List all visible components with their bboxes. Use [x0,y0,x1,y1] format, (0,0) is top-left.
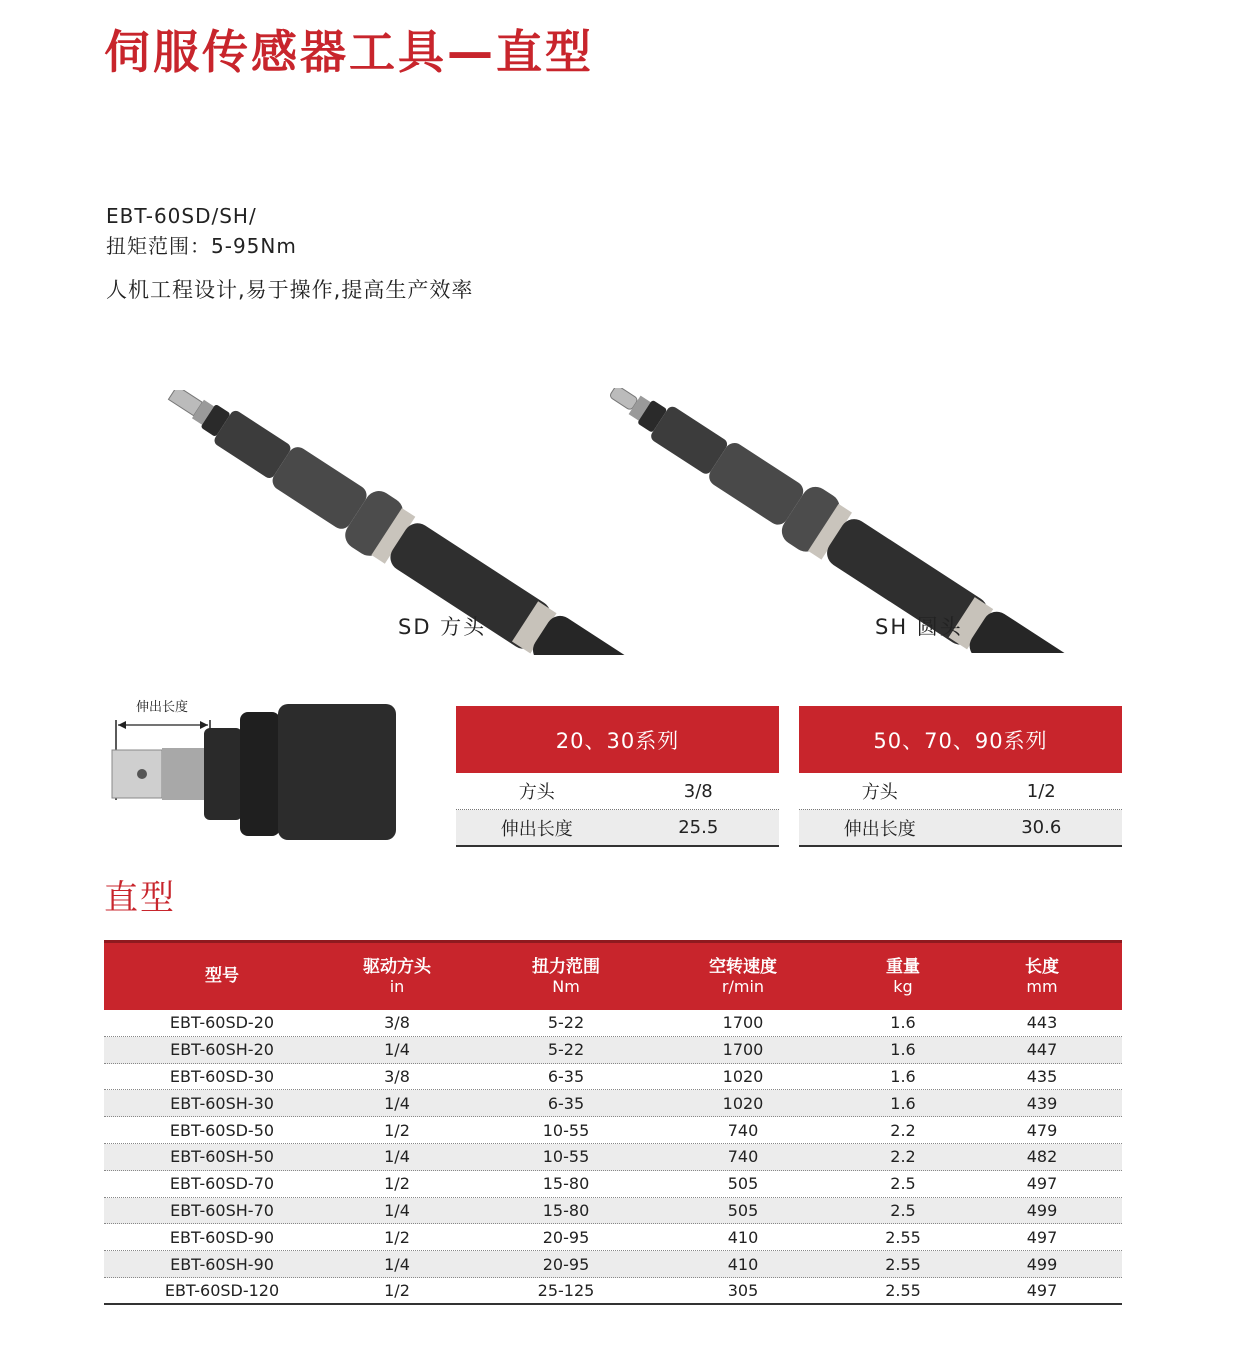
table-cell: 20-95 [542,1254,590,1274]
table-cell: 1/2 [384,1174,410,1194]
table-cell: 5-22 [547,1040,585,1060]
table-row [104,1251,1122,1278]
table-cell: 3/8 [384,1066,410,1086]
table-row [104,1064,1122,1091]
table-cell: 2.5 [890,1200,916,1220]
table-cell: EBT-60SD-50 [169,1120,275,1140]
table-cell: 1.6 [890,1093,916,1113]
table-cell: 1/4 [384,1200,410,1220]
table-cell: 740 [727,1147,759,1167]
spec-label: 方头 [518,782,555,803]
spec-value: 30.6 [1021,817,1062,838]
sh-caption: SH 圆头 [875,615,963,639]
spec-label: 伸出长度 [843,818,916,840]
table-cell: 15-80 [542,1200,590,1220]
table-cell: 10-55 [542,1147,590,1167]
table-cell: 447 [1026,1040,1058,1060]
table-cell: 497 [1026,1227,1058,1247]
column-header-weight: 重量 kg [886,956,920,996]
spec-table [104,940,1122,1305]
table-cell: 1/4 [384,1093,410,1113]
table-cell: 497 [1026,1280,1058,1300]
column-header-model: 型号 [205,966,239,986]
table-cell: EBT-60SD-120 [164,1280,280,1300]
table-row [104,1171,1122,1198]
table-cell: 1.6 [890,1040,916,1060]
spec-box-50-70-90 [799,706,1122,847]
table-row [104,1010,1122,1037]
table-cell: 15-80 [542,1174,590,1194]
table-cell: 305 [727,1280,759,1300]
table-cell: 10-55 [542,1120,590,1140]
table-cell: 1/2 [384,1280,410,1300]
table-row [104,1037,1122,1064]
table-cell: 740 [727,1120,759,1140]
table-row [104,1117,1122,1144]
table-cell: 1/4 [384,1040,410,1060]
table-cell: 1/4 [384,1147,410,1167]
table-cell: 1020 [722,1066,764,1086]
spec-row-square [799,773,1122,810]
torque-range: 扭矩范围：5-95Nm [106,234,297,258]
column-header-speed: 空转速度 r/min [709,956,777,996]
table-body [104,1010,1122,1305]
column-header-drive: 驱动方头 in [363,956,431,996]
table-cell: 1700 [722,1040,764,1060]
table-cell: 410 [727,1254,759,1274]
table-cell: EBT-60SD-20 [169,1013,275,1033]
column-header-length: 长度 mm [1025,956,1059,996]
spec-label: 伸出长度 [500,818,573,840]
table-row [104,1090,1122,1117]
sh-tool-image [605,388,1105,653]
table-cell: EBT-60SH-50 [170,1147,274,1167]
spec-row-extension [456,810,779,847]
table-cell: 443 [1026,1013,1058,1033]
spec-series-title: 20、30系列 [456,706,779,773]
table-cell: 5-22 [547,1013,585,1033]
table-cell: 482 [1026,1147,1058,1167]
table-cell: 1.6 [890,1066,916,1086]
table-cell: EBT-60SD-30 [169,1066,275,1086]
spec-value: 1/2 [1026,780,1056,802]
table-cell: 1/4 [384,1254,410,1274]
table-cell: 499 [1026,1200,1058,1220]
table-row [104,1198,1122,1225]
extension-length-label: 伸出长度 [136,700,189,715]
page-title: 伺服传感器工具—直型 [104,25,594,79]
table-cell: 25-125 [537,1280,595,1300]
spec-value: 25.5 [678,817,719,838]
table-cell: EBT-60SD-70 [169,1174,275,1194]
table-cell: EBT-60SH-30 [170,1093,274,1113]
table-cell: 20-95 [542,1227,590,1247]
spec-row-extension [799,810,1122,847]
table-row [104,1224,1122,1251]
table-cell: 2.55 [885,1280,921,1300]
table-cell: EBT-60SH-70 [170,1200,274,1220]
table-cell: EBT-60SH-20 [170,1040,274,1060]
spec-row-square [456,773,779,810]
table-cell: 1020 [722,1093,764,1113]
table-cell: 6-35 [547,1066,585,1086]
spec-value: 3/8 [683,780,713,802]
section-title: 直型 [104,878,176,918]
table-header [104,940,1122,1010]
table-cell: EBT-60SH-90 [170,1254,274,1274]
table-cell: EBT-60SD-90 [169,1227,275,1247]
table-row [104,1144,1122,1171]
table-cell: 479 [1026,1120,1058,1140]
table-cell: 439 [1026,1093,1058,1113]
table-cell: 435 [1026,1066,1058,1086]
table-cell: 3/8 [384,1013,410,1033]
table-cell: 2.55 [885,1227,921,1247]
tagline: 人机工程设计,易于操作,提高生产效率 [106,278,474,302]
table-cell: 1.6 [890,1013,916,1033]
spec-series-title: 50、70、90系列 [799,706,1122,773]
table-cell: 505 [727,1174,759,1194]
table-cell: 499 [1026,1254,1058,1274]
sd-caption: SD 方头 [398,615,487,639]
table-cell: 1/2 [384,1227,410,1247]
table-cell: 2.55 [885,1254,921,1274]
table-cell: 497 [1026,1174,1058,1194]
table-cell: 505 [727,1200,759,1220]
spec-box-20-30 [456,706,779,847]
table-cell: 410 [727,1227,759,1247]
table-cell: 1/2 [384,1120,410,1140]
column-header-torque: 扭力范围 Nm [532,956,600,996]
table-cell: 2.2 [890,1147,916,1167]
table-cell: 2.5 [890,1174,916,1194]
table-cell: 6-35 [547,1093,585,1113]
model-name: EBT-60SD/SH/ [106,204,257,228]
spec-label: 方头 [861,782,898,803]
table-cell: 2.2 [890,1120,916,1140]
table-row [104,1278,1122,1305]
table-cell: 1700 [722,1013,764,1033]
